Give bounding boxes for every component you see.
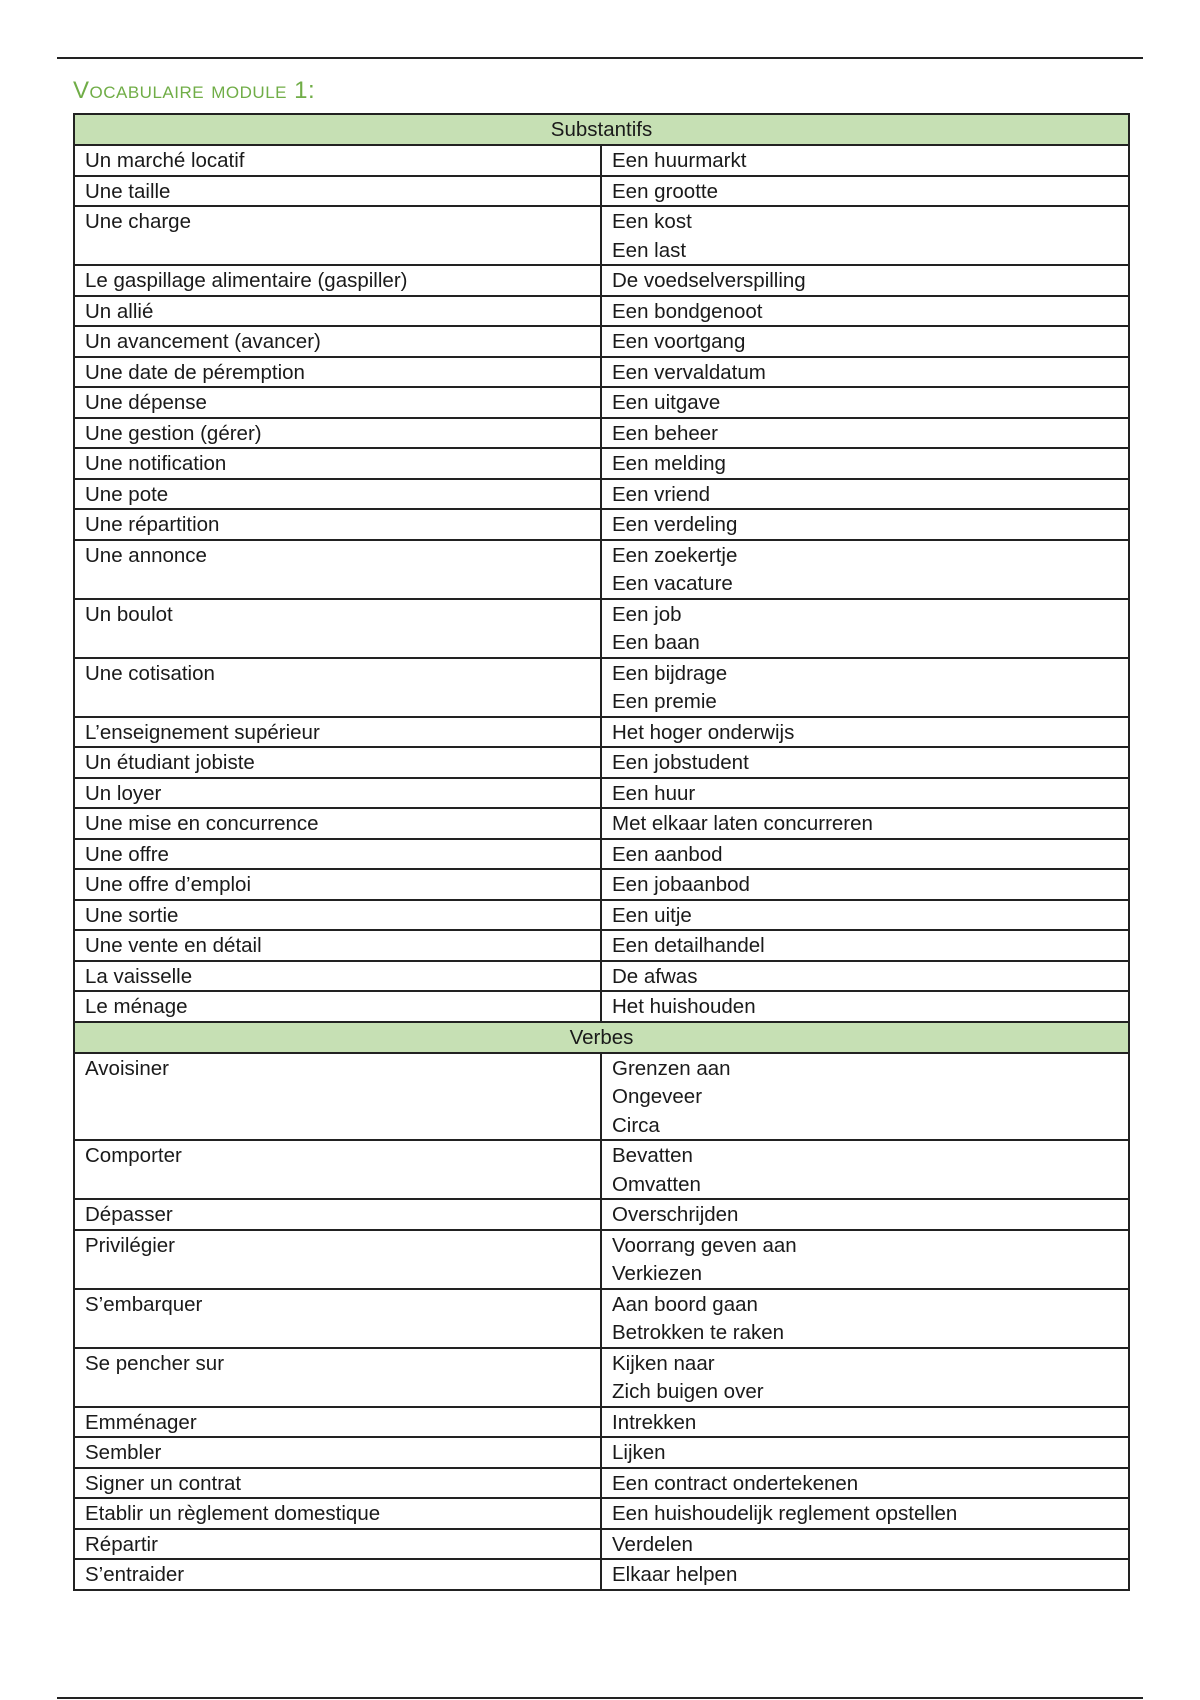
table-row — [74, 599, 1129, 658]
dutch-translation: Een kost — [612, 210, 692, 233]
table-row — [74, 1437, 1129, 1468]
dutch-translation-cell — [601, 1140, 1129, 1199]
dutch-translation: Een vervaldatum — [612, 360, 766, 384]
french-term: Emménager — [85, 1410, 197, 1434]
french-term-cell — [74, 869, 601, 900]
footer-rule — [57, 1697, 1143, 1699]
table-row — [74, 540, 1129, 599]
french-term-cell — [74, 479, 601, 510]
french-term: Une répartition — [85, 513, 220, 536]
dutch-translation-cell — [601, 1468, 1129, 1499]
french-term-cell — [74, 326, 601, 357]
french-term: Le ménage — [85, 995, 188, 1018]
dutch-translation: Een jobaanbod — [612, 873, 750, 896]
french-term-cell — [74, 1437, 601, 1468]
dutch-translation: Zich buigen over — [612, 1380, 764, 1403]
dutch-translation: Een beheer — [612, 421, 719, 445]
french-term: Se pencher sur — [85, 1351, 225, 1375]
dutch-translation: Circa — [612, 1113, 660, 1137]
dutch-translation-cell — [601, 1529, 1129, 1560]
dutch-translation: Elkaar helpen — [612, 1563, 738, 1586]
table-row — [74, 839, 1129, 870]
dutch-translation-cell — [601, 145, 1129, 176]
french-term-cell — [74, 145, 601, 176]
dutch-translation: Een vacature — [612, 572, 733, 595]
french-term-cell — [74, 778, 601, 809]
dutch-translation: Een huurmarkt — [612, 149, 747, 172]
french-term: Un étudiant jobiste — [85, 751, 255, 774]
section-header-row — [74, 114, 1129, 145]
dutch-translation-cell — [601, 717, 1129, 748]
dutch-translation: Aan boord gaan — [612, 1292, 758, 1316]
table-row — [74, 1407, 1129, 1438]
french-term-cell — [74, 448, 601, 479]
dutch-translation-cell — [601, 448, 1129, 479]
dutch-translation: Een huishoudelijk reglement opstellen — [612, 1502, 958, 1525]
dutch-translation-cell — [601, 1407, 1129, 1438]
french-term: Une pote — [85, 482, 169, 506]
table-row — [74, 265, 1129, 296]
table-row — [74, 808, 1129, 839]
dutch-translation-cell — [601, 206, 1129, 265]
french-term-cell — [74, 808, 601, 839]
french-term: Une sortie — [85, 903, 179, 927]
french-term: Une offre d’emploi — [85, 873, 251, 896]
dutch-translation: Lijken — [612, 1441, 666, 1464]
dutch-translation-cell — [601, 387, 1129, 418]
dutch-translation-cell — [601, 1289, 1129, 1348]
table-row — [74, 1053, 1129, 1141]
dutch-translation: Met elkaar laten concurreren — [612, 812, 873, 835]
french-term-cell — [74, 418, 601, 449]
table-row — [74, 930, 1129, 961]
dutch-translation: Een zoekertje — [612, 543, 738, 567]
french-term-cell — [74, 540, 601, 599]
french-term-cell — [74, 206, 601, 265]
dutch-translation-cell — [601, 930, 1129, 961]
dutch-translation-cell — [601, 869, 1129, 900]
table-row — [74, 387, 1129, 418]
page-title: Vocabulaire module 1: — [73, 77, 316, 104]
french-term-cell — [74, 839, 601, 870]
french-term-cell — [74, 1140, 601, 1199]
dutch-translation: Omvatten — [612, 1172, 701, 1196]
table-row — [74, 1199, 1129, 1230]
french-term-cell — [74, 1348, 601, 1407]
dutch-translation-cell — [601, 357, 1129, 388]
french-term: Un allié — [85, 299, 154, 323]
table-row — [74, 1529, 1129, 1560]
dutch-translation-cell — [601, 1053, 1129, 1141]
french-term: Une annonce — [85, 543, 207, 567]
french-term: Un avancement (avancer) — [85, 330, 321, 353]
table-row — [74, 1289, 1129, 1348]
french-term: Un boulot — [85, 602, 173, 626]
dutch-translation: Voorrang geven aan — [612, 1233, 797, 1257]
dutch-translation: Een bijdrage — [612, 661, 728, 685]
french-term-cell — [74, 357, 601, 388]
dutch-translation-cell — [601, 418, 1129, 449]
french-term: Dépasser — [85, 1203, 173, 1226]
french-term-cell — [74, 930, 601, 961]
table-row — [74, 509, 1129, 540]
french-term-cell — [74, 717, 601, 748]
dutch-translation: Het hoger onderwijs — [612, 720, 795, 744]
french-term-cell — [74, 1498, 601, 1529]
french-term-cell — [74, 1559, 601, 1590]
dutch-translation-cell — [601, 991, 1129, 1022]
table-row — [74, 176, 1129, 207]
table-row — [74, 1140, 1129, 1199]
dutch-translation: Het huishouden — [612, 995, 756, 1018]
dutch-translation: Overschrijden — [612, 1203, 739, 1226]
table-row — [74, 1348, 1129, 1407]
dutch-translation: Verdelen — [612, 1532, 693, 1556]
french-term: Comporter — [85, 1144, 182, 1167]
dutch-translation-cell — [601, 296, 1129, 327]
french-term: Sembler — [85, 1441, 162, 1464]
french-term-cell — [74, 1230, 601, 1289]
section-header-row — [74, 1022, 1129, 1053]
dutch-translation: Een uitgave — [612, 391, 721, 414]
french-term: S’entraider — [85, 1563, 185, 1586]
french-term-cell — [74, 296, 601, 327]
french-term: S’embarquer — [85, 1292, 203, 1316]
dutch-translation: Een contract ondertekenen — [612, 1471, 859, 1495]
dutch-translation-cell — [601, 176, 1129, 207]
dutch-translation-cell — [601, 961, 1129, 992]
table-row — [74, 326, 1129, 357]
french-term: Signer un contrat — [85, 1471, 242, 1495]
french-term: Le gaspillage alimentaire (gaspiller) — [85, 269, 408, 292]
table-row — [74, 1468, 1129, 1499]
dutch-translation: Verkiezen — [612, 1262, 703, 1285]
table-row — [74, 1498, 1129, 1529]
dutch-translation-cell — [601, 1230, 1129, 1289]
dutch-translation-cell — [601, 658, 1129, 717]
dutch-translation: Een aanbod — [612, 842, 723, 866]
dutch-translation-cell — [601, 747, 1129, 778]
french-term: Une cotisation — [85, 661, 215, 685]
dutch-translation-cell — [601, 1559, 1129, 1590]
french-term: Avoisiner — [85, 1056, 169, 1080]
dutch-translation-cell — [601, 265, 1129, 296]
french-term-cell — [74, 1053, 601, 1141]
dutch-translation: Een premie — [612, 690, 717, 713]
dutch-translation: Een melding — [612, 452, 726, 475]
table-row — [74, 479, 1129, 510]
french-term-cell — [74, 658, 601, 717]
french-term-cell — [74, 265, 601, 296]
french-term: Une date de péremption — [85, 360, 305, 384]
french-term: Privilégier — [85, 1233, 175, 1257]
french-term-cell — [74, 1529, 601, 1560]
dutch-translation: Een job — [612, 602, 682, 626]
french-term-cell — [74, 961, 601, 992]
dutch-translation-cell — [601, 509, 1129, 540]
dutch-translation: Intrekken — [612, 1410, 697, 1434]
french-term: Une mise en concurrence — [85, 812, 319, 835]
dutch-translation: De afwas — [612, 964, 698, 988]
dutch-translation: Bevatten — [612, 1144, 693, 1167]
french-term: La vaisselle — [85, 964, 193, 988]
table-row — [74, 991, 1129, 1022]
french-term: Une gestion (gérer) — [85, 421, 262, 445]
dutch-translation: Betrokken te raken — [612, 1321, 785, 1344]
dutch-translation: Een baan — [612, 631, 700, 654]
french-term: Une vente en détail — [85, 934, 262, 957]
dutch-translation-cell — [601, 778, 1129, 809]
french-term: Une taille — [85, 179, 171, 203]
dutch-translation-cell — [601, 808, 1129, 839]
dutch-translation: Ongeveer — [612, 1085, 703, 1108]
dutch-translation-cell — [601, 900, 1129, 931]
french-term: Etablir un règlement domestique — [85, 1502, 381, 1525]
french-term-cell — [74, 509, 601, 540]
table-row — [74, 448, 1129, 479]
french-term: Une offre — [85, 842, 169, 866]
french-term-cell — [74, 1407, 601, 1438]
dutch-translation-cell — [601, 599, 1129, 658]
table-row — [74, 747, 1129, 778]
header-rule — [57, 57, 1143, 59]
section-header: Substantifs — [74, 114, 1129, 145]
french-term: Un loyer — [85, 781, 162, 805]
dutch-translation-cell — [601, 1437, 1129, 1468]
dutch-translation: Een voortgang — [612, 330, 746, 353]
section-header: Verbes — [74, 1022, 1129, 1053]
dutch-translation: Een bondgenoot — [612, 299, 763, 323]
table-row — [74, 717, 1129, 748]
dutch-translation: De voedselverspilling — [612, 269, 806, 292]
french-term: L’enseignement supérieur — [85, 720, 320, 744]
table-row — [74, 658, 1129, 717]
dutch-translation: Grenzen aan — [612, 1056, 731, 1080]
vocabulary-table — [73, 113, 1130, 1591]
french-term: Une charge — [85, 210, 191, 233]
french-term-cell — [74, 747, 601, 778]
table-row — [74, 357, 1129, 388]
french-term: Un marché locatif — [85, 149, 245, 172]
french-term: Une notification — [85, 452, 227, 475]
dutch-translation-cell — [601, 326, 1129, 357]
dutch-translation-cell — [601, 1498, 1129, 1529]
french-term-cell — [74, 176, 601, 207]
french-term: Une dépense — [85, 391, 207, 414]
french-term: Répartir — [85, 1532, 158, 1556]
french-term-cell — [74, 599, 601, 658]
dutch-translation: Een vriend — [612, 482, 711, 506]
table-row — [74, 296, 1129, 327]
dutch-translation: Een huur — [612, 781, 696, 805]
table-row — [74, 1559, 1129, 1590]
table-row — [74, 900, 1129, 931]
dutch-translation-cell — [601, 1348, 1129, 1407]
dutch-translation-cell — [601, 839, 1129, 870]
dutch-translation: Een verdeling — [612, 513, 738, 536]
table-row — [74, 961, 1129, 992]
dutch-translation: Een detailhandel — [612, 934, 765, 957]
french-term-cell — [74, 1289, 601, 1348]
french-term-cell — [74, 900, 601, 931]
dutch-translation-cell — [601, 1199, 1129, 1230]
table-row — [74, 206, 1129, 265]
dutch-translation: Een jobstudent — [612, 751, 749, 774]
table-row — [74, 1230, 1129, 1289]
french-term-cell — [74, 1468, 601, 1499]
dutch-translation: Een uitje — [612, 903, 692, 927]
table-row — [74, 869, 1129, 900]
french-term-cell — [74, 387, 601, 418]
french-term-cell — [74, 991, 601, 1022]
dutch-translation: Een last — [612, 238, 687, 262]
french-term-cell — [74, 1199, 601, 1230]
dutch-translation-cell — [601, 540, 1129, 599]
dutch-translation: Een grootte — [612, 179, 718, 203]
dutch-translation-cell — [601, 479, 1129, 510]
table-row — [74, 418, 1129, 449]
table-row — [74, 145, 1129, 176]
vocabulary-table-body — [74, 114, 1129, 1590]
dutch-translation: Kijken naar — [612, 1351, 715, 1375]
table-row — [74, 778, 1129, 809]
